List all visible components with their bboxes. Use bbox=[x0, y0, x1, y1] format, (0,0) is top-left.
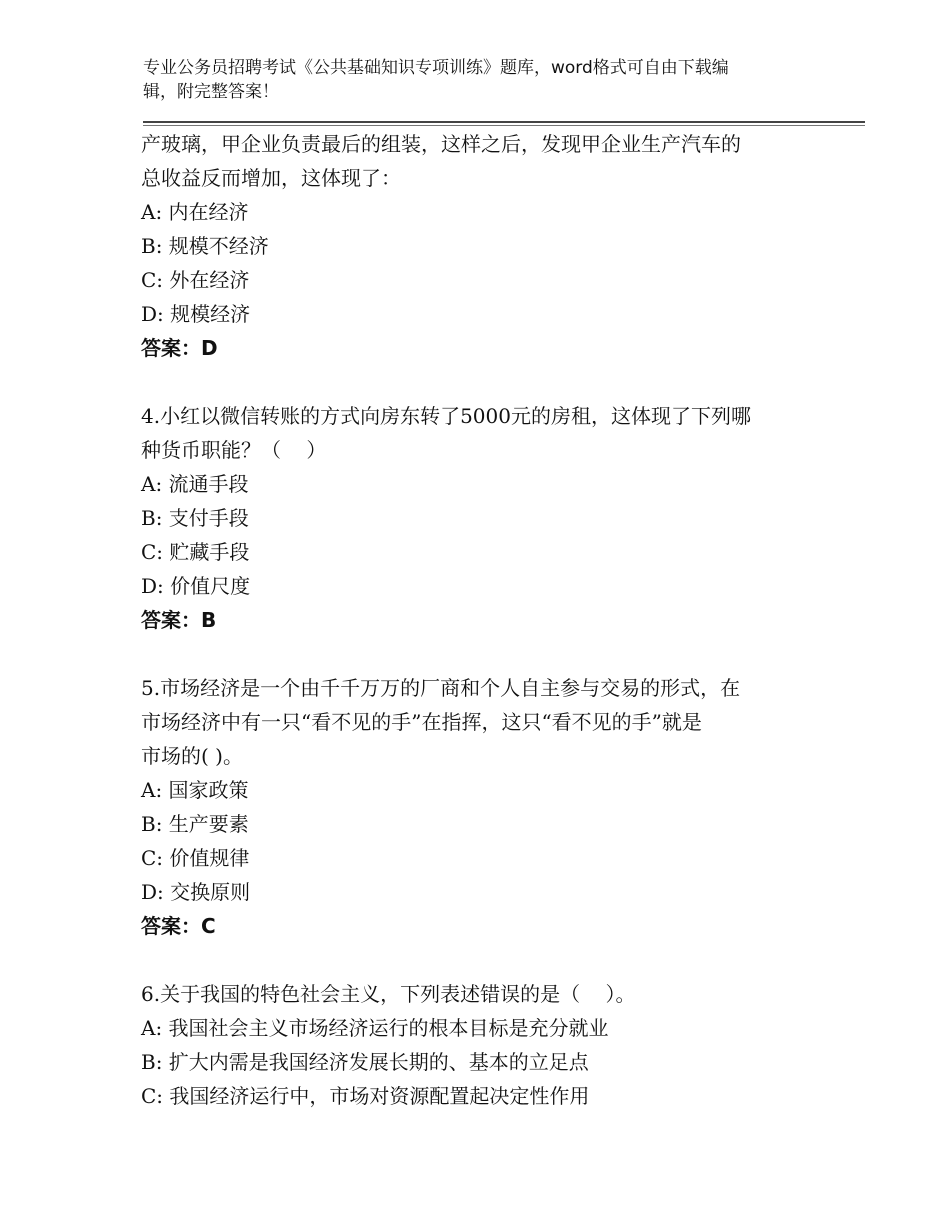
question-4-option-c: C: 贮藏手段 bbox=[141, 540, 250, 564]
question-5-stem-line-1: 5.市场经济是一个由千千万万的厂商和个人自主参与交易的形式，在 bbox=[141, 676, 741, 700]
question-3-stem-line-1: 产玻璃，甲企业负责最后的组装，这样之后，发现甲企业生产汽车的 bbox=[141, 132, 741, 156]
question-4-option-a: A: 流通手段 bbox=[141, 472, 249, 496]
question-spacer bbox=[141, 637, 821, 671]
question-3-option-b: B: 规模不经济 bbox=[141, 234, 269, 258]
question-4-stem-line-1: 4.小红以微信转账的方式向房东转了5000元的房租，这体现了下列哪 bbox=[141, 404, 751, 428]
question-3-answer: 答案：D bbox=[141, 336, 218, 360]
question-5-option-d: D: 交换原则 bbox=[141, 880, 251, 904]
header-line-2: 辑，附完整答案！ bbox=[143, 82, 279, 102]
question-5-answer: 答案：C bbox=[141, 914, 216, 938]
question-3 bbox=[141, 127, 821, 365]
question-list bbox=[141, 127, 821, 1113]
question-5-stem-line-3: 市场的( )。 bbox=[141, 744, 243, 768]
document-header bbox=[143, 56, 843, 104]
question-5-option-b: B: 生产要素 bbox=[141, 812, 249, 836]
question-spacer bbox=[141, 365, 821, 399]
question-5-stem-line-2: 市场经济中有一只“看不见的手”在指挥，这只“看不见的手”就是 bbox=[141, 710, 702, 734]
question-3-option-d: D: 规模经济 bbox=[141, 302, 251, 326]
question-6-option-b: B: 扩大内需是我国经济发展长期的、基本的立足点 bbox=[141, 1050, 589, 1074]
question-6-option-a: A: 我国社会主义市场经济运行的根本目标是充分就业 bbox=[141, 1016, 609, 1040]
header-rule-thick bbox=[143, 121, 865, 123]
question-6-option-c: C: 我国经济运行中，市场对资源配置起决定性作用 bbox=[141, 1084, 590, 1108]
question-4 bbox=[141, 399, 821, 637]
question-4-option-b: B: 支付手段 bbox=[141, 506, 249, 530]
question-6-stem-line-1: 6.关于我国的特色社会主义，下列表述错误的是（ ）。 bbox=[141, 982, 636, 1006]
question-5 bbox=[141, 671, 821, 943]
header-line-1: 专业公务员招聘考试《公共基础知识专项训练》题库，word格式可自由下载编 bbox=[143, 58, 729, 78]
question-5-option-c: C: 价值规律 bbox=[141, 846, 250, 870]
question-4-stem-line-2: 种货币职能？（ ） bbox=[141, 438, 327, 462]
question-5-option-a: A: 国家政策 bbox=[141, 778, 249, 802]
header-rule-thin bbox=[143, 125, 865, 126]
question-3-option-c: C: 外在经济 bbox=[141, 268, 250, 292]
question-4-option-d: D: 价值尺度 bbox=[141, 574, 251, 598]
question-6 bbox=[141, 977, 821, 1113]
question-spacer bbox=[141, 943, 821, 977]
question-3-option-a: A: 内在经济 bbox=[141, 200, 249, 224]
question-4-answer: 答案：B bbox=[141, 608, 217, 632]
question-3-stem-line-2: 总收益反而增加，这体现了： bbox=[141, 166, 401, 190]
